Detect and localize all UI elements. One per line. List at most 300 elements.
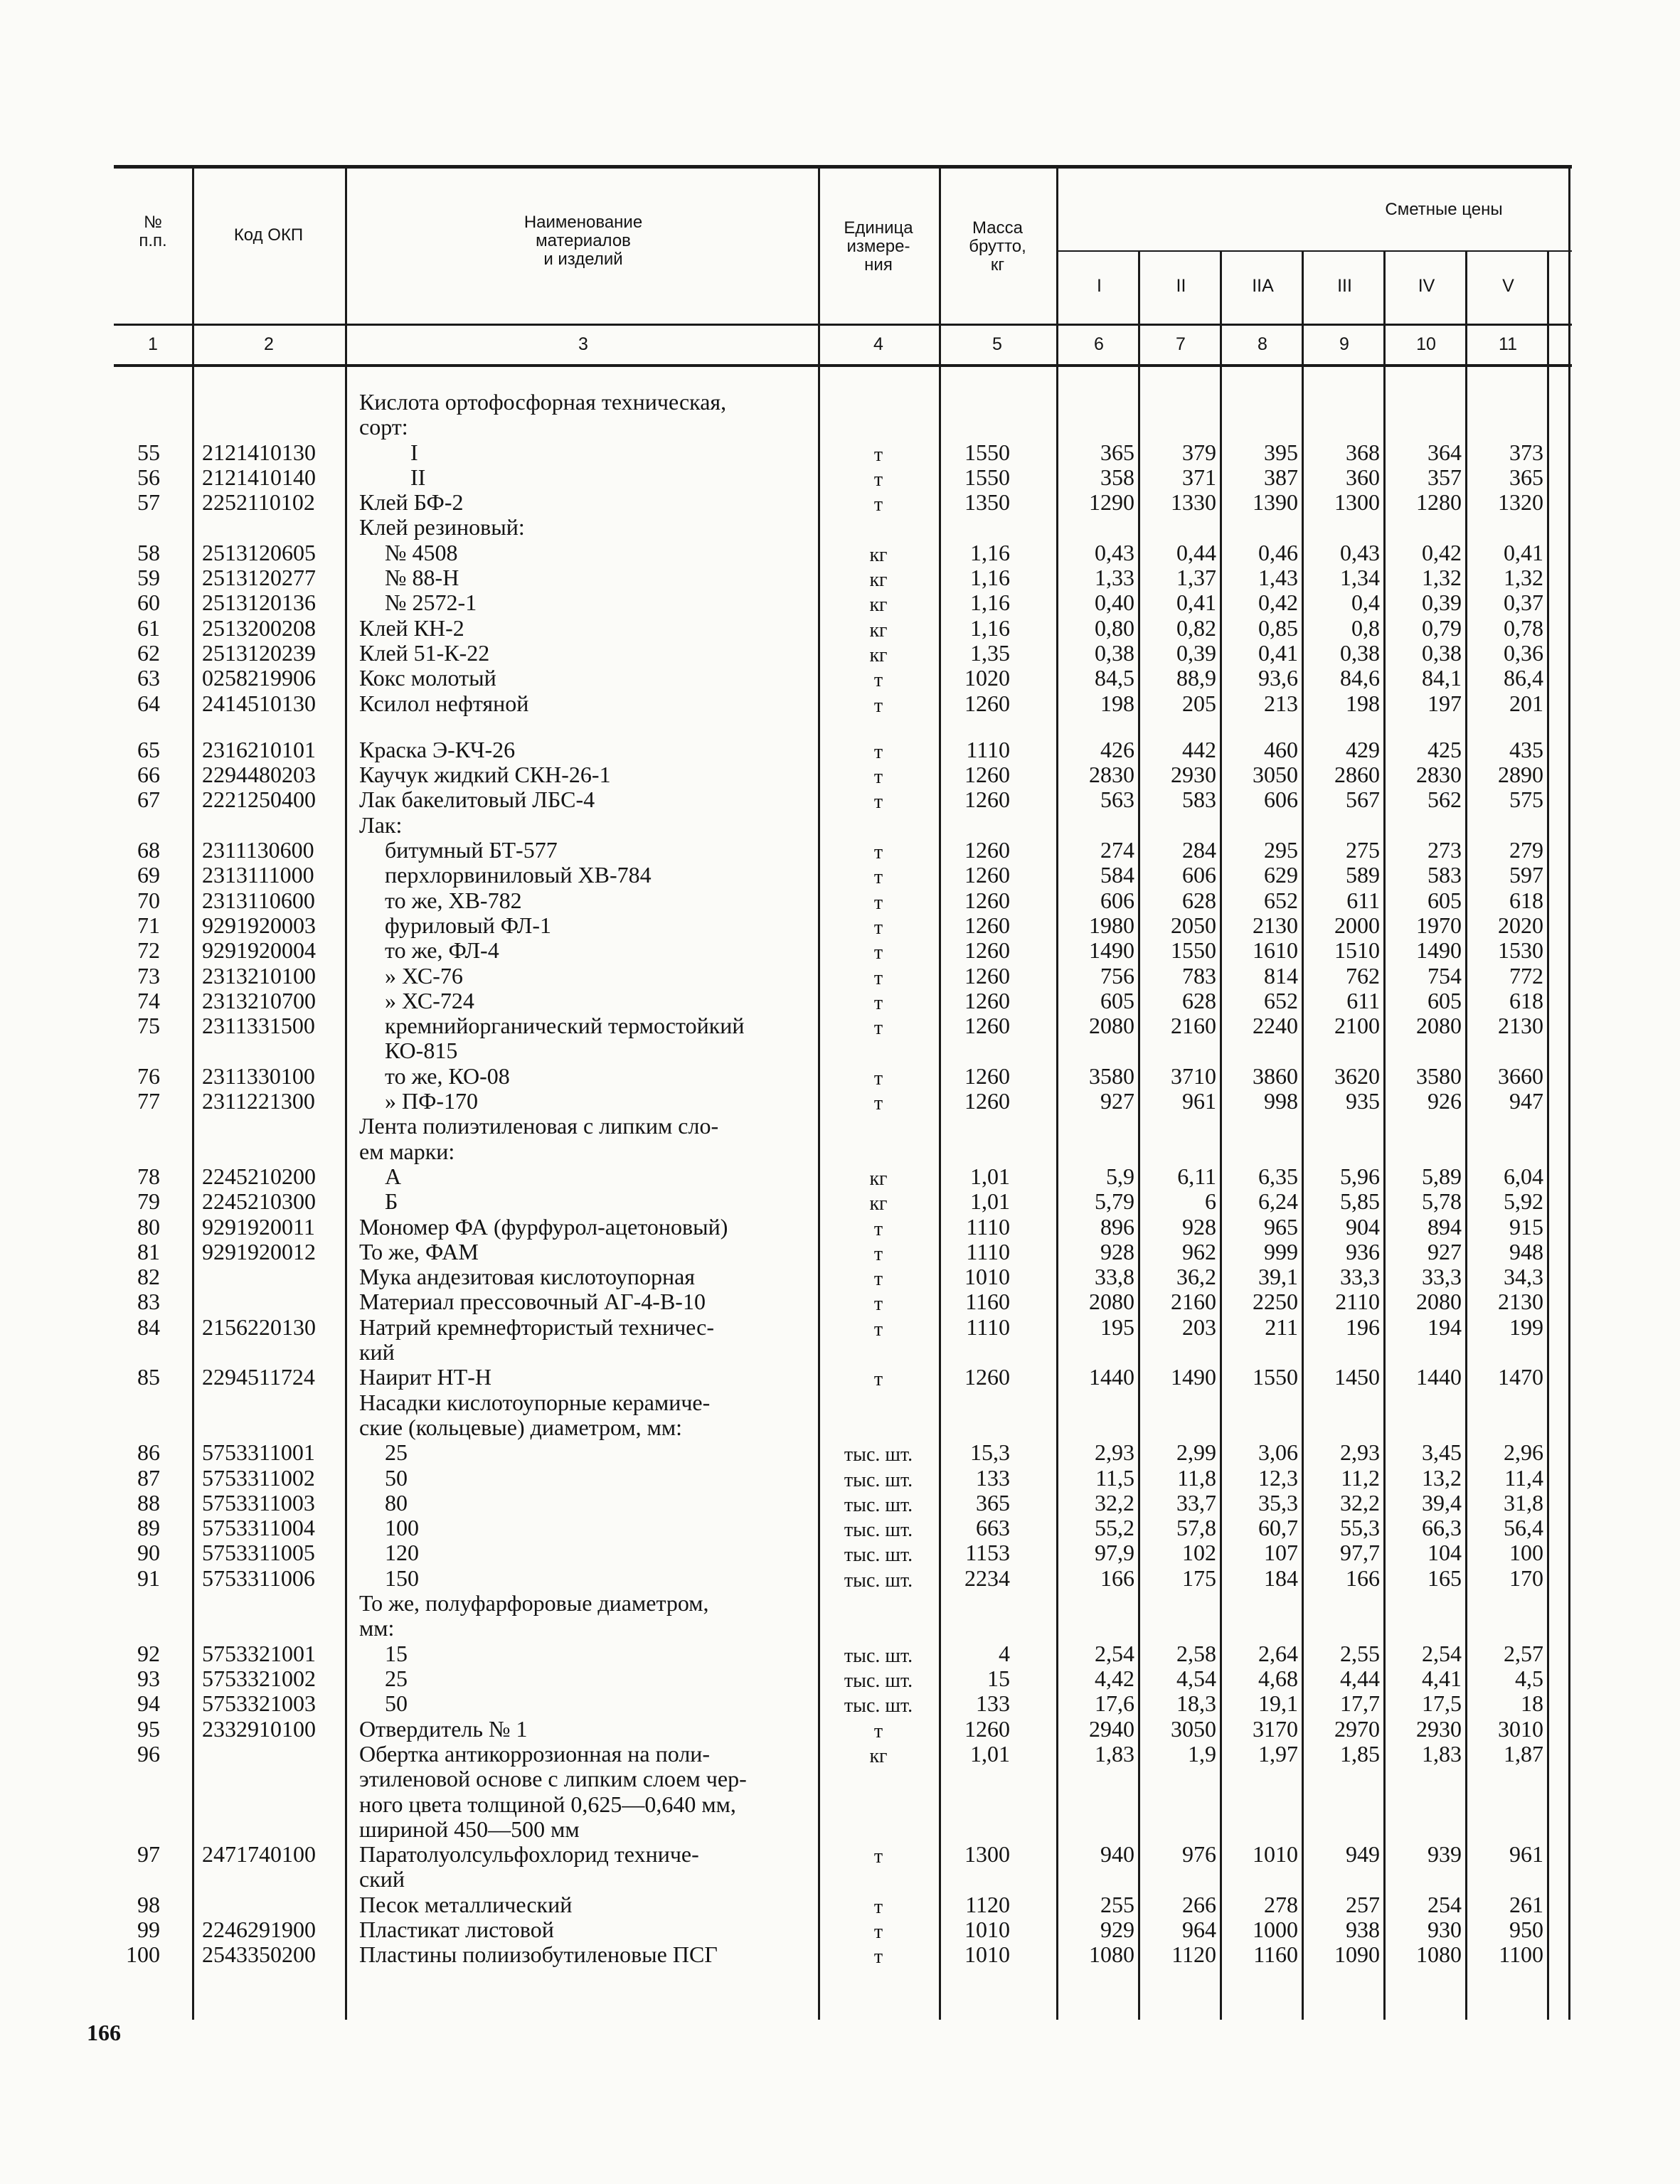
gross-mass: 1110 [966, 1239, 1010, 1264]
item-name: Мономер ФА (фурфурол-ацетоновый) [359, 1214, 728, 1240]
price-zone-5: 562 [1428, 787, 1462, 812]
price-zone-5: 17,5 [1422, 1690, 1462, 1716]
price-zone-3: 606 [1264, 787, 1298, 812]
price-zone-4: 611 [1346, 988, 1380, 1013]
price-zone-4: 5,85 [1340, 1188, 1380, 1214]
okp-code: 2313210100 [202, 963, 316, 989]
okp-code: 5753321002 [202, 1666, 316, 1691]
price-zone-3: 278 [1264, 1892, 1298, 1917]
okp-code: 2313210700 [202, 988, 316, 1013]
okp-code: 2313110600 [202, 888, 315, 913]
price-zone-3: 3,06 [1258, 1439, 1298, 1465]
price-zone-4: 2970 [1334, 1716, 1380, 1742]
price-zone-6: 100 [1509, 1540, 1543, 1565]
unit-of-measure: т [873, 942, 883, 964]
price-zone-5: 13,2 [1422, 1465, 1462, 1491]
price-zone-6: 2,96 [1504, 1439, 1543, 1465]
price-zone-6: 618 [1509, 988, 1543, 1013]
price-zone-4: 368 [1346, 440, 1380, 465]
price-zone-6: 772 [1509, 963, 1543, 989]
row-number: 62 [137, 640, 160, 666]
column-rule [1220, 250, 1222, 2020]
unit-of-measure: т [873, 741, 883, 763]
gross-mass: 1,16 [970, 615, 1010, 641]
item-name: » ХС-76 [385, 963, 463, 989]
okp-code: 5753311006 [202, 1565, 315, 1591]
price-zone-2: 57,8 [1176, 1515, 1216, 1540]
gross-mass: 1260 [964, 1013, 1010, 1038]
row-number: 61 [137, 615, 160, 641]
row-number: 74 [137, 988, 160, 1013]
item-name: ские (кольцевые) диаметром, мм: [359, 1415, 683, 1440]
price-zone-2: 961 [1182, 1088, 1216, 1114]
price-zone-6: 3660 [1498, 1063, 1543, 1089]
price-zone-5: 754 [1428, 963, 1462, 989]
okp-code: 2543350200 [202, 1941, 316, 1967]
okp-code: 9291920003 [202, 912, 316, 938]
item-name: А [385, 1163, 402, 1189]
unit-of-measure: кг [869, 1193, 888, 1215]
row-number: 70 [137, 888, 160, 913]
price-zone-3: 2130 [1253, 912, 1298, 938]
item-name: ем марки: [359, 1139, 455, 1164]
item-name: 25 [385, 1439, 408, 1465]
gross-mass: 1260 [964, 787, 1010, 812]
gross-mass: 1,16 [970, 540, 1010, 565]
item-name: Насадки кислотоупорные керамиче- [359, 1390, 711, 1415]
top-rule [114, 165, 1572, 169]
price-zone-6: 2130 [1498, 1289, 1543, 1314]
price-zone-1: 2940 [1089, 1716, 1134, 1742]
price-zone-4: 0,4 [1351, 590, 1380, 615]
price-zone-2: 1330 [1171, 489, 1216, 515]
price-zone-3: 1010 [1253, 1841, 1298, 1867]
gross-mass: 1260 [964, 912, 1010, 938]
price-zone-2: 976 [1182, 1841, 1216, 1867]
row-number: 95 [137, 1716, 160, 1742]
price-zone-1: 97,9 [1095, 1540, 1134, 1565]
unit-of-measure: т [873, 669, 883, 691]
page-number: 166 [87, 2020, 121, 2045]
column-number: 7 [1176, 334, 1186, 354]
item-name: Кислота ортофосфорная техническая, [359, 389, 727, 415]
price-zone-3: 629 [1264, 862, 1298, 888]
item-name: Пластины полиизобутиленовые ПСГ [359, 1941, 718, 1967]
item-name: Натрий кремнефтористый техничес- [359, 1314, 715, 1340]
item-name: 50 [385, 1465, 408, 1491]
price-zone-5: 583 [1428, 862, 1462, 888]
unit-of-measure: т [873, 791, 883, 813]
unit-of-measure: кг [869, 619, 888, 641]
price-zone-1: 2080 [1089, 1289, 1134, 1314]
unit-of-measure: т [873, 1268, 883, 1290]
row-number: 99 [137, 1917, 160, 1942]
item-name: Мука андезитовая кислотоупорная [359, 1264, 695, 1289]
gross-mass: 1,01 [970, 1163, 1010, 1189]
gross-mass: 1260 [964, 963, 1010, 989]
price-zone-1: 3580 [1089, 1063, 1134, 1089]
price-zone-1: 17,6 [1095, 1690, 1134, 1716]
row-number: 64 [137, 691, 160, 716]
price-zone-6: 279 [1509, 837, 1543, 863]
price-zone-1: 927 [1100, 1088, 1134, 1114]
price-zone-1: 2080 [1089, 1013, 1134, 1038]
price-zone-5: 0,38 [1422, 640, 1462, 666]
price-zone-6: 618 [1509, 888, 1543, 913]
price-zone-5: 194 [1428, 1314, 1462, 1340]
gross-mass: 1260 [964, 1063, 1010, 1089]
unit-of-measure: т [873, 494, 883, 516]
row-number: 75 [137, 1013, 160, 1038]
price-zone-4: 32,2 [1340, 1490, 1380, 1516]
unit-of-measure: т [873, 1017, 883, 1039]
column-number: 11 [1499, 334, 1517, 354]
gross-mass: 1020 [964, 665, 1010, 691]
gross-mass: 1,16 [970, 565, 1010, 590]
gross-mass: 1,01 [970, 1188, 1010, 1214]
price-zone-4: 33,3 [1340, 1264, 1380, 1289]
price-zone-4: 198 [1346, 691, 1380, 716]
item-name: кремнийорганический термостойкий [385, 1013, 745, 1038]
price-zone-1: 584 [1100, 862, 1134, 888]
price-zone-5: 273 [1428, 837, 1462, 863]
unit-of-measure: т [873, 1368, 883, 1390]
price-zone-6: 915 [1509, 1214, 1543, 1240]
item-name: 25 [385, 1666, 408, 1691]
column-rule [1056, 165, 1058, 2020]
price-zone-6: 201 [1509, 691, 1543, 716]
column-number: 10 [1416, 334, 1436, 354]
column-rule [1302, 250, 1304, 2020]
unit-of-measure: тыс. шт. [844, 1645, 913, 1667]
price-zone-4: 904 [1346, 1214, 1380, 1240]
price-zone-3: 3860 [1253, 1063, 1298, 1089]
unit-of-measure: т [873, 1946, 883, 1968]
column-rule [1568, 165, 1570, 2020]
unit-of-measure: т [873, 695, 883, 717]
header-unit: Единица измере- ния [844, 218, 913, 275]
price-zone-3: 107 [1264, 1540, 1298, 1565]
okp-code: 2513120277 [202, 565, 316, 590]
price-zone-2: 284 [1182, 837, 1216, 863]
price-zone-6: 11,4 [1504, 1465, 1543, 1491]
okp-code: 2471740100 [202, 1841, 316, 1867]
price-zone-3: 1,43 [1258, 565, 1298, 590]
column-number: 2 [264, 334, 274, 354]
price-zone-6: 2,57 [1504, 1641, 1543, 1666]
price-zone-6: 2890 [1498, 762, 1543, 787]
price-zone-1: 274 [1100, 837, 1134, 863]
item-name: Клей КН-2 [359, 615, 464, 641]
price-zone-5: 3580 [1416, 1063, 1462, 1089]
unit-of-measure: т [873, 469, 883, 491]
column-number: 8 [1258, 334, 1267, 354]
price-zone-4: 611 [1346, 888, 1380, 913]
okp-code: 5753311001 [202, 1439, 315, 1465]
price-zone-2: 1490 [1171, 1364, 1216, 1390]
price-zone-1: 1490 [1089, 937, 1134, 963]
row-number: 77 [137, 1088, 160, 1114]
column-rule [1465, 250, 1467, 2020]
price-zone-3: 295 [1264, 837, 1298, 863]
price-zone-6: 435 [1509, 737, 1543, 762]
item-name: Отвердитель № 1 [359, 1716, 528, 1742]
price-zone-3: 12,3 [1258, 1465, 1298, 1491]
okp-code: 2294480203 [202, 762, 316, 787]
price-zone-1: 198 [1100, 691, 1134, 716]
unit-of-measure: тыс. шт. [844, 1695, 913, 1717]
price-zone-4: 1,34 [1340, 565, 1380, 590]
header-bottom-rule [114, 324, 1572, 326]
okp-code: 2246291900 [202, 1917, 316, 1942]
price-zone-5: 357 [1428, 464, 1462, 490]
price-zone-1: 606 [1100, 888, 1134, 913]
unit-of-measure: тыс. шт. [844, 1570, 913, 1592]
header-num: № п.п. [139, 213, 167, 250]
price-zone-5: 1490 [1416, 937, 1462, 963]
price-zone-2: 175 [1182, 1565, 1216, 1591]
item-name: ного цвета толщиной 0,625—0,640 мм, [359, 1791, 736, 1817]
price-zone-5: 165 [1428, 1565, 1462, 1591]
row-number: 73 [137, 963, 160, 989]
price-zone-1: 1,83 [1095, 1741, 1134, 1767]
row-number: 82 [137, 1264, 160, 1289]
price-zone-3: 6,35 [1258, 1163, 1298, 1189]
price-zone-2: 205 [1182, 691, 1216, 716]
item-name: 80 [385, 1490, 408, 1516]
price-zone-4: 1090 [1334, 1941, 1380, 1967]
unit-of-measure: т [873, 917, 883, 939]
item-name: Песок металлический [359, 1892, 573, 1917]
price-zone-2: 606 [1182, 862, 1216, 888]
row-number: 60 [137, 590, 160, 615]
column-number: 6 [1094, 334, 1104, 354]
okp-code: 2121410140 [202, 464, 316, 490]
row-number: 93 [137, 1666, 160, 1691]
price-zone-1: 0,43 [1095, 540, 1134, 565]
price-zone-1: 55,2 [1095, 1515, 1134, 1540]
price-zone-4: 97,7 [1340, 1540, 1380, 1565]
price-zone-3: 3050 [1253, 762, 1298, 787]
price-zone-6: 961 [1509, 1841, 1543, 1867]
okp-code: 2121410130 [202, 440, 316, 465]
price-zone-5: 2830 [1416, 762, 1462, 787]
row-number: 56 [137, 464, 160, 490]
okp-code: 5753311003 [202, 1490, 315, 1516]
price-zone-5: 39,4 [1422, 1490, 1462, 1516]
price-zone-3: 6,24 [1258, 1188, 1298, 1214]
okp-code: 2311221300 [202, 1088, 315, 1114]
price-zone-5: 2080 [1416, 1289, 1462, 1314]
price-zone-5: 2,54 [1422, 1641, 1462, 1666]
price-zone-2: 6,11 [1177, 1163, 1216, 1189]
gross-mass: 1010 [964, 1941, 1010, 1967]
item-name: Кокс молотый [359, 665, 496, 691]
unit-of-measure: т [873, 1092, 883, 1114]
unit-of-measure: т [873, 1845, 883, 1868]
item-name: Клей БФ-2 [359, 489, 464, 515]
gross-mass: 1260 [964, 862, 1010, 888]
price-zone-4: 429 [1346, 737, 1380, 762]
item-name: Лента полиэтиленовая с липким сло- [359, 1113, 719, 1139]
row-number: 85 [137, 1364, 160, 1390]
price-zone-5: 939 [1428, 1841, 1462, 1867]
column-number: 5 [992, 334, 1002, 354]
price-zone-4: 938 [1346, 1917, 1380, 1942]
price-zone-6: 4,5 [1515, 1666, 1543, 1691]
item-name: 100 [385, 1515, 419, 1540]
row-number: 76 [137, 1063, 160, 1089]
price-zone-3: 0,42 [1258, 590, 1298, 615]
price-zone-5: 364 [1428, 440, 1462, 465]
price-zone-5: 927 [1428, 1239, 1462, 1264]
okp-code: 2311330100 [202, 1063, 315, 1089]
price-zone-1: 1440 [1089, 1364, 1134, 1390]
column-rule [1547, 250, 1549, 2020]
price-zone-4: 17,7 [1340, 1690, 1380, 1716]
price-zone-1: 1290 [1089, 489, 1134, 515]
row-number: 94 [137, 1690, 160, 1716]
unit-of-measure: т [873, 1319, 883, 1341]
price-zone-5: 605 [1428, 888, 1462, 913]
row-number: 55 [137, 440, 160, 465]
price-zone-2: 33,7 [1176, 1490, 1216, 1516]
price-zone-4: 589 [1346, 862, 1380, 888]
price-zone-4: 2860 [1334, 762, 1380, 787]
column-number: 3 [578, 334, 588, 354]
price-zone-4: 567 [1346, 787, 1380, 812]
price-zone-6: 2020 [1498, 912, 1543, 938]
price-zone-6: 1320 [1498, 489, 1543, 515]
okp-code: 2245210200 [202, 1163, 316, 1189]
price-zone-4: 196 [1346, 1314, 1380, 1340]
column-rule [1383, 250, 1386, 2020]
price-zone-1: 5,79 [1095, 1188, 1134, 1214]
row-number: 100 [126, 1941, 160, 1967]
price-zone-5: 33,3 [1422, 1264, 1462, 1289]
price-zone-4: 2000 [1334, 912, 1380, 938]
header-zone-4: III [1337, 276, 1352, 296]
price-zone-3: 184 [1264, 1565, 1298, 1591]
unit-of-measure: кг [869, 1745, 888, 1767]
price-zone-3: 965 [1264, 1214, 1298, 1240]
price-zone-5: 894 [1428, 1214, 1462, 1240]
price-zone-3: 4,68 [1258, 1666, 1298, 1691]
price-zone-4: 0,38 [1340, 640, 1380, 666]
price-zone-3: 60,7 [1258, 1515, 1298, 1540]
price-zone-2: 0,44 [1176, 540, 1216, 565]
header-name: Наименование материалов и изделий [523, 213, 643, 269]
price-zone-1: 358 [1100, 464, 1134, 490]
row-number: 72 [137, 937, 160, 963]
item-name: Паратолуолсульфохлорид техниче- [359, 1841, 699, 1867]
price-zone-6: 948 [1509, 1239, 1543, 1264]
price-zone-4: 1450 [1334, 1364, 1380, 1390]
item-name: II [410, 464, 426, 490]
price-zone-3: 0,85 [1258, 615, 1298, 641]
price-zone-2: 0,41 [1176, 590, 1216, 615]
okp-code: 2245210300 [202, 1188, 316, 1214]
row-number: 67 [137, 787, 160, 812]
item-name: то же, КО-08 [385, 1063, 510, 1089]
item-name: Клей 51-К-22 [359, 640, 490, 666]
price-zone-4: 4,44 [1340, 1666, 1380, 1691]
price-zone-1: 928 [1100, 1239, 1134, 1264]
item-name: Ксилол нефтяной [359, 691, 529, 716]
price-zone-6: 18 [1521, 1690, 1543, 1716]
price-zone-3: 93,6 [1258, 665, 1298, 691]
okp-code: 2513200208 [202, 615, 316, 641]
price-zone-5: 5,78 [1422, 1188, 1462, 1214]
item-name: 120 [385, 1540, 419, 1565]
header-zone-1: I [1097, 276, 1102, 296]
gross-mass: 133 [976, 1690, 1010, 1716]
row-number: 88 [137, 1490, 160, 1516]
item-name: этиленовой основе с липким слоем чер- [359, 1766, 747, 1791]
price-zone-4: 762 [1346, 963, 1380, 989]
price-zone-4: 936 [1346, 1239, 1380, 1264]
price-zone-1: 195 [1100, 1314, 1134, 1340]
item-name: Лак: [359, 812, 403, 838]
gross-mass: 1260 [964, 1088, 1010, 1114]
unit-of-measure: тыс. шт. [844, 1670, 913, 1692]
unit-of-measure: тыс. шт. [844, 1544, 913, 1566]
item-name: № 4508 [385, 540, 458, 565]
price-zone-4: 55,3 [1340, 1515, 1380, 1540]
row-number: 57 [137, 489, 160, 515]
price-zone-5: 930 [1428, 1917, 1462, 1942]
gross-mass: 1260 [964, 691, 1010, 716]
item-name: Б [385, 1188, 398, 1214]
price-zone-4: 166 [1346, 1565, 1380, 1591]
okp-code: 2513120605 [202, 540, 316, 565]
price-zone-5: 1440 [1416, 1364, 1462, 1390]
price-zone-6: 1100 [1499, 1941, 1543, 1967]
price-zone-1: 5,9 [1106, 1163, 1134, 1189]
item-name: » ХС-724 [385, 988, 474, 1013]
item-name: Материал прессовочный АГ-4-В-10 [359, 1289, 706, 1314]
item-name: то же, ХВ-782 [385, 888, 522, 913]
price-zone-3: 1610 [1253, 937, 1298, 963]
price-zone-5: 84,1 [1422, 665, 1462, 691]
item-name: 50 [385, 1690, 408, 1716]
column-number: 1 [148, 334, 158, 354]
price-zone-2: 4,54 [1176, 1666, 1216, 1691]
price-zone-3: 213 [1264, 691, 1298, 716]
gross-mass: 1550 [964, 464, 1010, 490]
price-zone-5: 2930 [1416, 1716, 1462, 1742]
gross-mass: 1260 [964, 988, 1010, 1013]
price-zone-4: 275 [1346, 837, 1380, 863]
price-zone-4: 2100 [1334, 1013, 1380, 1038]
price-zone-3: 652 [1264, 988, 1298, 1013]
column-number: 4 [873, 334, 883, 354]
price-zone-6: 947 [1509, 1088, 1543, 1114]
price-zone-2: 36,2 [1176, 1264, 1216, 1289]
price-zone-1: 940 [1100, 1841, 1134, 1867]
price-zone-6: 1530 [1498, 937, 1543, 963]
row-number: 80 [137, 1214, 160, 1240]
price-zone-1: 84,5 [1095, 665, 1134, 691]
price-zone-5: 66,3 [1422, 1515, 1462, 1540]
price-zone-2: 102 [1182, 1540, 1216, 1565]
price-zone-6: 170 [1509, 1565, 1543, 1591]
row-number: 87 [137, 1465, 160, 1491]
price-zone-1: 0,38 [1095, 640, 1134, 666]
item-name: Обертка антикоррозионная на поли- [359, 1741, 711, 1767]
price-zone-5: 0,42 [1422, 540, 1462, 565]
gross-mass: 1260 [964, 1716, 1010, 1742]
